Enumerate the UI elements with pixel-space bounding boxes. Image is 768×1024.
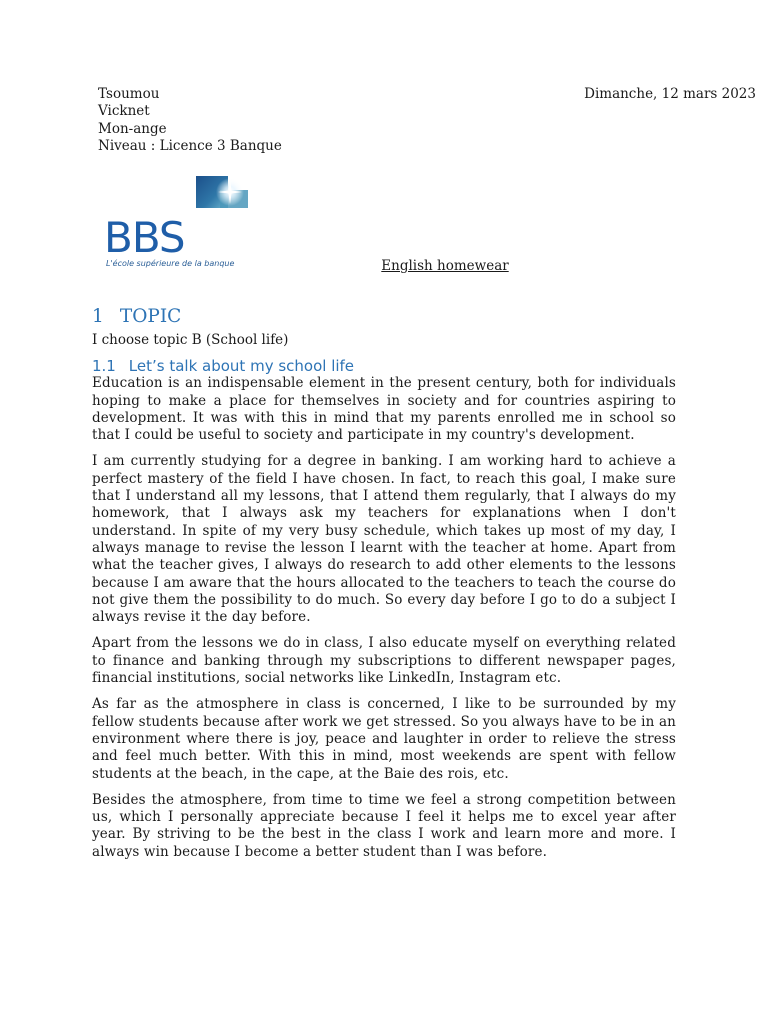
logo-wordmark: BBS bbox=[104, 213, 185, 262]
paragraph-atmosphere: As far as the atmosphere in class is concerned, I like to be surrounded by my fellow students because after work we get stressed. So you always have to be in an environment where there is joy, peace and laughter in order to relieve the stress and feel much better. With this in mind, most weekends are spent with fellow students at the beach, in the cape, at the Baie des rois, etc. bbox=[92, 696, 676, 782]
paragraph-self-education: Apart from the lessons we do in class, I also educate myself on everything related to finance and banking through my subscriptions to different newspaper pages, financial institutions, social networks like LinkedIn, Instagram etc. bbox=[92, 635, 676, 687]
heading-topic-number: 1 bbox=[92, 306, 104, 327]
document-title: English homewear bbox=[381, 258, 509, 274]
topic-intro: I choose topic B (School life) bbox=[92, 332, 289, 348]
author-block bbox=[98, 86, 282, 155]
heading-school-life bbox=[92, 357, 676, 375]
document-body bbox=[92, 306, 676, 870]
author-line-level: Niveau : Licence 3 Banque bbox=[98, 137, 282, 154]
paragraph-education: Education is an indispensable element in the present century, both for individuals hoping to make a place for themselves in society and for countries aspiring to development. It was with this in mind that my parents enrolled me in school so that I could be useful to society and participate in my country's development. bbox=[92, 375, 676, 444]
paragraph-competition: Besides the atmosphere, from time to time we feel a strong competition between us, which I personally appreciate because I feel it helps me to excel year after year. By striving to be the best in the class I work and learn more and more. I always win because I become a better student than I was before. bbox=[92, 791, 676, 860]
bbs-logo bbox=[104, 174, 254, 270]
author-line-surname: Tsoumou bbox=[98, 86, 160, 102]
heading-school-life-text: Let’s talk about my school life bbox=[128, 357, 355, 376]
document-date: Dimanche, 12 mars 2023 bbox=[584, 86, 756, 102]
paragraph-studies: I am currently studying for a degree in banking. I am working hard to achieve a perfect mastery of the field I have chosen. In fact, to reach this goal, I make sure that I understand all my lessons, that I attend them regularly, that I always do my homework, that I always ask my teachers for explanations when I don't understand. In spite of my very busy schedule, which takes up most of my day, I always manage to revise the lesson I learnt with the teacher at home. Apart from what the teacher gives, I always do research to add other elements to the lessons because I am aware that the hours allocated to the teachers to teach the course do not give them the possibility to do much. So every day before I go to do a subject I always revise it the day before. bbox=[92, 453, 676, 626]
logo-squares bbox=[196, 176, 248, 208]
author-line-middlename: Mon-ange bbox=[98, 120, 167, 137]
logo-tagline: L'école supérieure de la banque bbox=[106, 259, 235, 268]
author-line-firstname: Vicknet bbox=[98, 103, 150, 120]
heading-school-life-number: 1.1 bbox=[92, 357, 116, 376]
heading-topic bbox=[92, 306, 676, 328]
heading-topic-text: TOPIC bbox=[119, 306, 182, 327]
